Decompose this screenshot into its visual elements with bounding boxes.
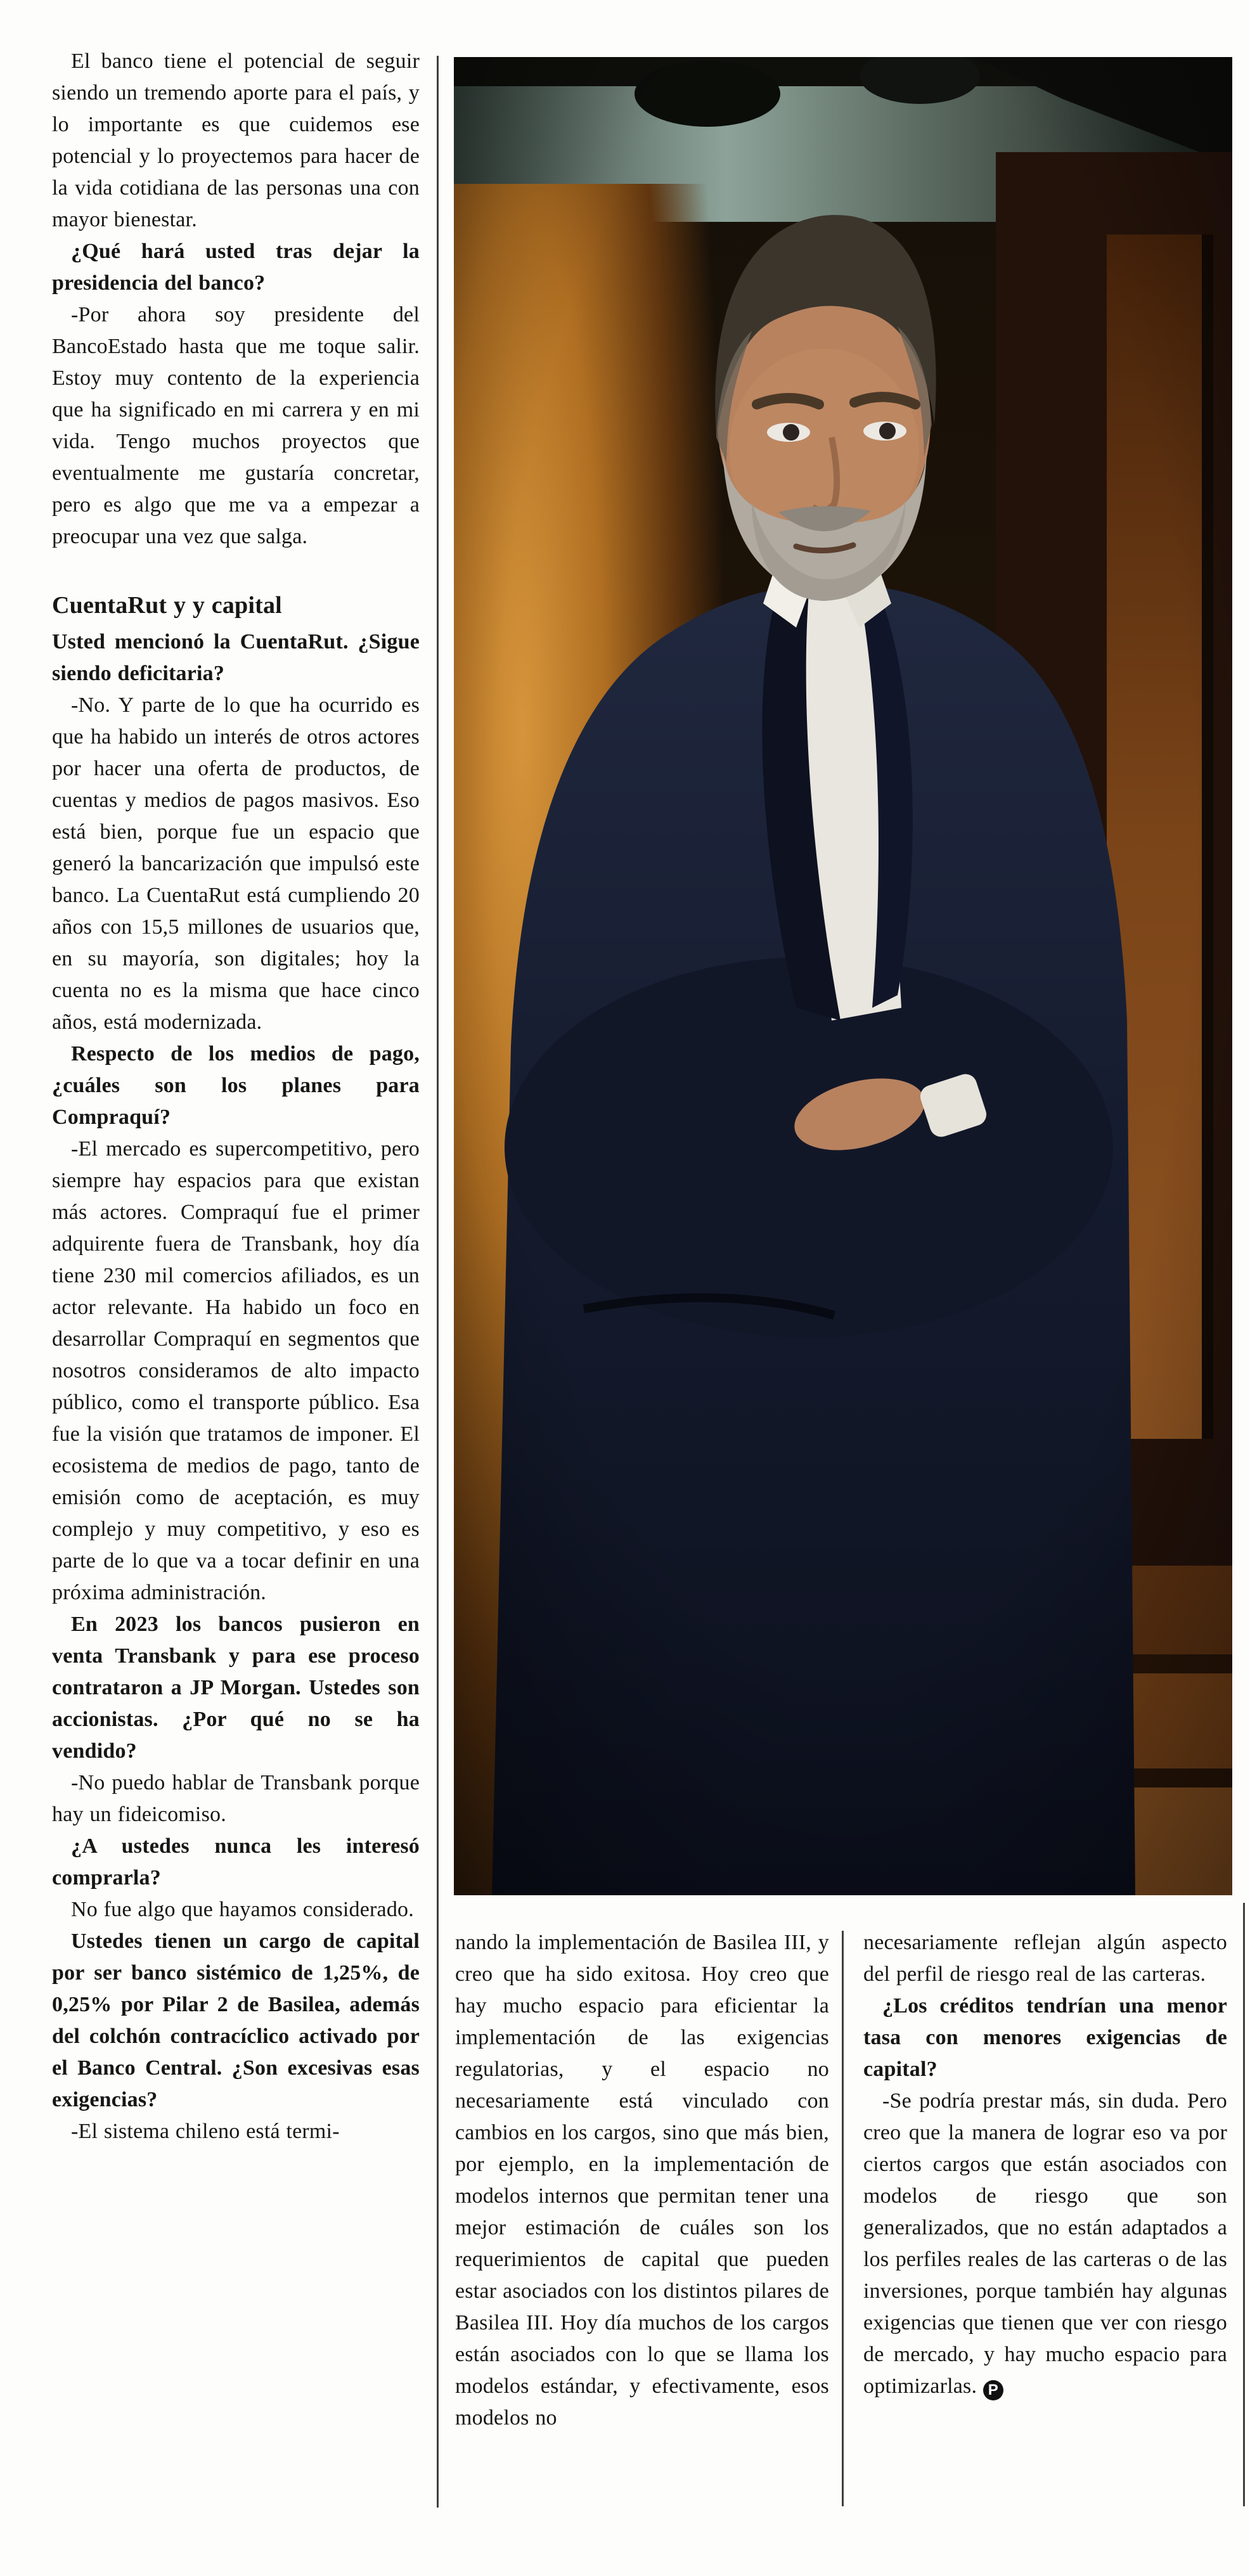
interview-question: Ustedes tienen un cargo de capital por ser banco sistémico de 1,25%, de 0,25% por Pilar 2 de Basilea, además del colchón contracíclico activado por el Banco Central. ¿Son excesivas esas exigencias? <box>52 1929 420 2111</box>
interview-answer <box>863 2085 1227 2402</box>
column-divider <box>842 1931 844 2506</box>
column-divider <box>437 56 439 2508</box>
section-heading: CuentaRut y y capital <box>52 592 282 619</box>
interview-answer: nando la implementación de Basilea III, y creo que ha sido exitosa. Hoy creo que hay mucho espacio para eficientar la implementación de las exigencias regulatorias, y el espacio no necesariamente está vinculado con cambios en los cargos, sino que más bien, por ejemplo, en la implementación de modelos internos que permitan tener una mejor estimación de cuáles son los requerimientos de capital que pueden estar asociados con los distintos pilares de Basilea III. Hoy día muchos de los cargos están asociados con lo que se llama los modelos estándar, y efectivamente, esos modelos no <box>455 1931 829 2430</box>
column-divider <box>1243 1903 1245 2506</box>
interview-question: ¿Qué hará usted tras dejar la presidencia del banco? <box>52 240 420 295</box>
interview-question: Usted mencionó la CuentaRut. ¿Sigue siendo deficitaria? <box>52 630 420 685</box>
article-column-left <box>52 46 420 2148</box>
interview-answer: No fue algo que hayamos considerado. <box>71 1898 414 1921</box>
interview-question: Respecto de los medios de pago, ¿cuáles son los planes para Compraquí? <box>52 1042 420 1129</box>
interview-question: En 2023 los bancos pusieron en venta Transbank y para ese proceso contrataron a JP Morgan. Ustedes son accionistas. ¿Por qué no se ha vendido? <box>52 1613 420 1763</box>
interview-answer: necesariamente reflejan algún aspecto del perfil de riesgo real de las carteras. <box>863 1931 1227 1986</box>
article-column-middle <box>455 1927 829 2434</box>
answer-text: -Se podría prestar más, sin duda. Pero creo que la manera de lograr eso va por ciertos cargos que están asociados con modelos de riesgo que son generalizados, que no están adaptados a los perfiles reales de las carteras o de las inversiones, porque también hay algunas exigencias que tienen que ver con riesgo de mercado, y hay mucho espacio para optimizarlas. <box>863 2089 1227 2398</box>
article-end-icon: P <box>983 2380 1003 2400</box>
interview-answer: -El mercado es supercompetitivo, pero siempre hay espacios para que existan más actores. Compraquí fue el primer adquirente fuera de Transbank, hoy día tiene 230 mil comercios afiliados, es un actor relevante. Ha habido un foco en desarrollar Compraquí en segmentos que nosotros consideramos de alto impacto público, como el transporte público. Esa fue la visión que tratamos de imponer. El ecosistema de medios de pago, tanto de emisión como de aceptación, es muy complejo y muy competitivo, y eso es parte de lo que va a tocar definir en una próxima administración. <box>52 1137 420 1604</box>
portrait-illustration <box>454 57 1232 1895</box>
article-paragraph: El banco tiene el potencial de seguir siendo un tremendo aporte para el país, y lo importante es que cuidemos ese potencial y lo proyectemos para hacer de la vida cotidiana de las personas una con mayor bienestar. <box>52 49 420 231</box>
photo-vignette <box>454 57 1232 1895</box>
interview-question: ¿A ustedes nunca les interesó comprarla? <box>52 1834 420 1890</box>
interview-question: ¿Los créditos tendrían una menor tasa con menores exigencias de capital? <box>863 1994 1227 2081</box>
portrait-photo <box>454 57 1232 1895</box>
interview-answer: -El sistema chileno está termi- <box>71 2120 340 2143</box>
interview-answer: -Por ahora soy presidente del BancoEstado hasta que me toque salir. Estoy muy contento de la experiencia que ha significado en mi carrera y en mi vida. Tengo muchos proyectos que eventualmente me gustaría concretar, pero es algo que me va a empezar a preocupar una vez que salga. <box>52 303 420 548</box>
interview-answer: -No puedo hablar de Transbank porque hay un fideicomiso. <box>52 1771 420 1826</box>
article-column-right <box>863 1927 1227 2402</box>
interview-answer: -No. Y parte de lo que ha ocurrido es que ha habido un interés de otros actores por hacer una oferta de productos, de cuentas y medios de pagos masivos. Eso está bien, porque fue un espacio que generó la bancarización que impulsó este banco. La CuentaRut está cumpliendo 20 años con 15,5 millones de usuarios que, en su mayoría, son digitales; hoy la cuenta no es la misma que hace cinco años, está modernizada. <box>52 693 420 1034</box>
